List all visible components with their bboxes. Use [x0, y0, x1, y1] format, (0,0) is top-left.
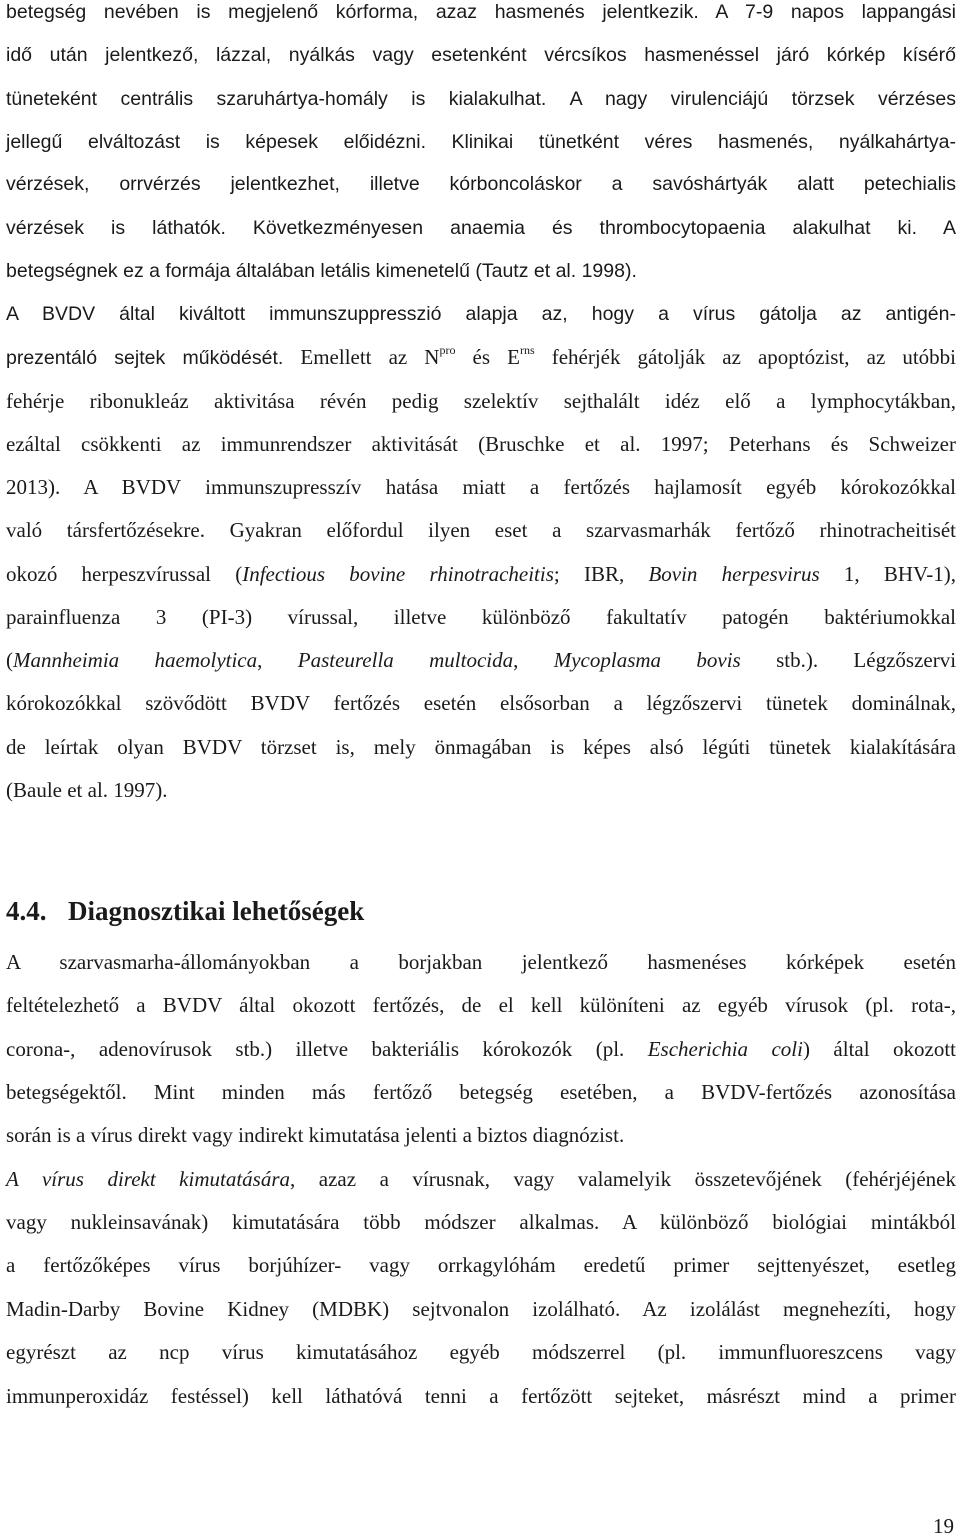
italic-term: Mannheimia haemolytica [13, 648, 258, 672]
text-line: tüneteként centrális szaruhártya-homály is kialakulhat. A nagy virulenciájú törzsek vérzéses [6, 88, 956, 110]
text-line: betegség nevében is megjelenő kórforma, azaz hasmenés jelentkezik. A 7-9 napos lappangási [6, 1, 956, 23]
text-line: parainfluenza 3 (PI-3) vírussal, illetve különböző fakultatív patogén baktériumokkal [6, 605, 956, 629]
italic-term: Escherichia coli [647, 1037, 803, 1061]
text-line: Madin-Darby Bovine Kidney (MDBK) sejtvonalon izolálható. Az izolálást megnehezíti, hogy [6, 1297, 956, 1321]
superscript-pro: pro [439, 343, 456, 357]
superscript-rns: rns [519, 343, 535, 357]
text-line: betegségektől. Mint minden más fertőző betegség esetében, a BVDV-fertőzés azonosítása [6, 1080, 956, 1104]
text-line: egyrészt az ncp vírus kimutatásához egyéb módszerrel (pl. immunfluoreszcens vagy [6, 1340, 956, 1364]
italic-term: A vírus direkt kimutatására [6, 1167, 291, 1191]
text-line: jellegű elváltozást is képesek előidézni. Klinikai tünetként véres hasmenés, nyálkahártya- [6, 131, 956, 153]
italic-term: Pasteurella multocida [297, 648, 514, 672]
text-line: során is a vírus direkt vagy indirekt kimutatása jelenti a biztos diagnózist. [6, 1123, 625, 1147]
text-line: (Mannheimia haemolytica, Pasteurella multocida, Mycoplasma bovis stb.). Légzőszervi [6, 648, 957, 672]
italic-term: Infectious bovine rhinotracheitis [242, 562, 554, 586]
text-line: kórokozókkal szövődött BVDV fertőzés esetén elsősorban a légzőszervi tünetek dominálnak, [6, 691, 956, 715]
italic-term: Bovin herpesvirus [648, 562, 820, 586]
text-line: fehérje ribonukleáz aktivitása révén pedig szelektív sejthalált idéz elő a lymphocytákban, [6, 389, 956, 413]
section-number: 4.4. [6, 896, 47, 926]
text-line: feltételezhető a BVDV által okozott fertőzés, de el kell különíteni az egyéb vírusok (pl. rota-, [6, 993, 956, 1017]
text-line: A BVDV által kiváltott immunszuppresszió alapja az, hogy a vírus gátolja az antigén- [6, 303, 956, 325]
text-line: corona-, adenovírusok stb.) illetve bakteriális kórokozók (pl. Escherichia coli) által okozott [6, 1037, 957, 1061]
text-line: A vírus direkt kimutatására, azaz a vírusnak, vagy valamelyik összetevőjének (fehérjéjének [6, 1167, 956, 1191]
text-line: de leírtak olyan BVDV törzset is, mely önmagában is képes alsó légúti tünetek kialakítására [6, 735, 956, 759]
text-line: betegségnek ez a formája általában letális kimenetelű (Tautz et al. 1998). [6, 260, 637, 282]
text-line: vérzések is láthatók. Következményesen anaemia és thrombocytopaenia alakulhat ki. A [6, 217, 956, 239]
text-line: vérzések, orrvérzés jelentkezhet, illetve kórboncoláskor a savóshártyák alatt petechialis [6, 173, 956, 195]
italic-term: Mycoplasma bovis [553, 648, 741, 672]
page-number: 19 [933, 1514, 954, 1538]
text-line: ezáltal csökkenti az immunrendszer aktivitását (Bruschke et al. 1997; Peterhans és Schweizer [6, 432, 956, 456]
section-title: Diagnosztikai lehetőségek [68, 896, 365, 926]
text-line: a fertőzőképes vírus borjúhízer- vagy orrkagylóhám eredetű primer sejttenyészet, esetleg [6, 1253, 956, 1277]
text-line: A szarvasmarha-állományokban a borjakban jelentkező hasmenéses kórképek esetén [6, 950, 956, 974]
text-line: (Baule et al. 1997). [6, 778, 168, 802]
text-line: 2013). A BVDV immunszupresszív hatása miatt a fertőzés hajlamosít egyéb kórokozókkal [6, 475, 956, 499]
text-line: való társfertőzésekre. Gyakran előfordul ilyen eset a szarvasmarhák fertőző rhinotracheitisét [6, 518, 956, 542]
text-line: immunperoxidáz festéssel) kell láthatóvá tenni a fertőzött sejteket, másrészt mind a primer [6, 1384, 956, 1408]
text-line: prezentáló sejtek működését. Emellett az $N^{pro}$ és $E^{rns}$ fehérjék gátolják az apoptózist, az utóbbi [6, 343, 957, 369]
text-line: vagy nukleinsavának) kimutatására több módszer alkalmas. A különböző biológiai mintákból [6, 1210, 957, 1234]
text-line: idő után jelentkező, lázzal, nyálkás vagy esetenként vércsíkos hasmenéssel járó kórkép kísérő [6, 44, 956, 66]
text-line: okozó herpeszvírussal (Infectious bovine rhinotracheitis; IBR, Bovin herpesvirus 1, BHV-1), [6, 562, 957, 586]
section-heading [6, 896, 364, 926]
